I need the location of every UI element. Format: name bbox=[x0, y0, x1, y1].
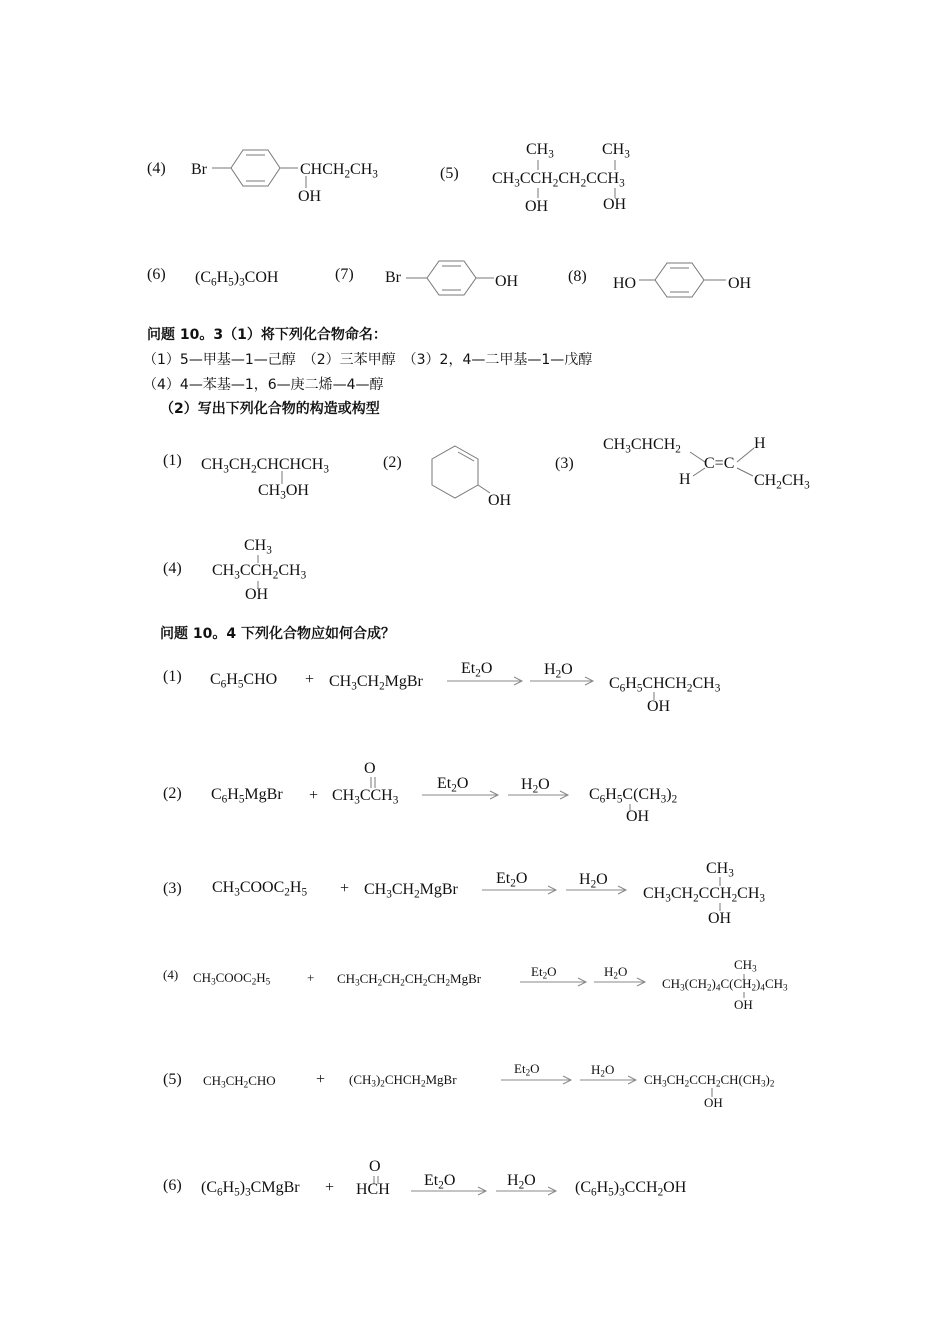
carbonyl-oxygen: O bbox=[369, 1158, 381, 1175]
answer-line: （4）4—苯基—1，6—庚二烯—4—醇 bbox=[143, 377, 384, 393]
item-number: (1) bbox=[163, 668, 182, 685]
product: $(C_6H_5)_3CCH_2OH$ bbox=[575, 1179, 687, 1199]
methyl-label: $CH_3$ bbox=[244, 537, 272, 557]
formula: $(C_6H_5)_3COH$ bbox=[195, 269, 279, 289]
product: $CH_3(CH_2)_4C(CH_2)_4CH_3$ bbox=[662, 976, 788, 993]
side-chain: $CHCH_2CH_3$ bbox=[300, 161, 378, 181]
item-number: (4) bbox=[147, 160, 166, 177]
reactant: $(C_6H_5)_3CMgBr$ bbox=[201, 1179, 300, 1199]
item-number: (5) bbox=[440, 165, 459, 182]
condition: $Et_2O$ bbox=[424, 1172, 456, 1192]
product: $CH_3CH_2CCH_2CH(CH_3)_2$ bbox=[644, 1072, 775, 1089]
plus-sign: + bbox=[325, 1179, 335, 1196]
main-chain: $CH_3CCH_2CH_3$ bbox=[212, 562, 307, 582]
benzene-ring-8 bbox=[639, 263, 726, 297]
hydrogen-label: H bbox=[679, 471, 691, 488]
main-chain: $CH_3CCH_2CH_2CCH_3$ bbox=[492, 170, 625, 190]
plus-sign: + bbox=[316, 1071, 326, 1088]
condition: $Et_2O$ bbox=[514, 1061, 540, 1078]
condition: $Et_2O$ bbox=[437, 775, 469, 795]
bromo-label: Br bbox=[385, 269, 401, 286]
condition: $H_2O$ bbox=[521, 776, 550, 796]
reagent: $CH_3CH_2CH_2CH_2CH_2MgBr$ bbox=[337, 971, 482, 988]
condition: $Et_2O$ bbox=[531, 964, 557, 981]
product: $CH_3CH_2CCH_2CH_3$ bbox=[643, 885, 765, 905]
plus-sign: + bbox=[305, 671, 315, 688]
condition: $Et_2O$ bbox=[461, 660, 493, 680]
reagent: $CH_3CCH_3$ bbox=[332, 787, 399, 807]
item-number: (3) bbox=[163, 880, 182, 897]
condition: $H_2O$ bbox=[544, 661, 573, 681]
methyl-label: $CH_3$ bbox=[706, 860, 734, 880]
methyl-label: $CH_3$ bbox=[602, 141, 630, 161]
plus-sign: + bbox=[307, 970, 315, 985]
condition: $H_2O$ bbox=[604, 964, 628, 981]
item-number: (4) bbox=[163, 967, 179, 982]
reactant: $C_6H_5MgBr$ bbox=[211, 786, 283, 806]
hydroxyl-label: OH bbox=[603, 196, 627, 213]
substituent: $CH_3OH$ bbox=[258, 482, 309, 502]
hydroxyl-label: OH bbox=[708, 910, 732, 927]
condition: $H_2O$ bbox=[507, 1172, 536, 1192]
methyl-label: $CH_3$ bbox=[526, 141, 554, 161]
reaction-arrows bbox=[411, 677, 645, 1195]
reagent: $CH_3CH_2MgBr$ bbox=[364, 881, 458, 901]
item-number: (6) bbox=[147, 266, 166, 283]
hydroxyl-label: OH bbox=[647, 698, 671, 715]
item-number: (7) bbox=[335, 266, 354, 283]
hydrogen-label: H bbox=[754, 435, 766, 452]
reagent: HCH bbox=[356, 1181, 390, 1198]
item-number: (6) bbox=[163, 1177, 182, 1194]
hydroxyl-label: OH bbox=[488, 492, 512, 509]
main-chain: $CH_3CH_2CHCHCH_3$ bbox=[201, 456, 329, 476]
item-number: (8) bbox=[568, 268, 587, 285]
hydroxyl-label: OH bbox=[704, 1095, 723, 1110]
plus-sign: + bbox=[340, 880, 350, 897]
benzene-ring-4 bbox=[212, 150, 306, 188]
reagent: $(CH_3)_2CHCH_2MgBr$ bbox=[349, 1072, 457, 1089]
condition: $Et_2O$ bbox=[496, 870, 528, 890]
carbonyl-oxygen: O bbox=[364, 760, 376, 777]
item-number: (2) bbox=[163, 785, 182, 802]
hydroxyl-label: OH bbox=[728, 275, 752, 292]
hydroxyl-label: HO bbox=[613, 275, 637, 292]
item-number: (1) bbox=[163, 452, 182, 469]
hydroxyl-label: OH bbox=[525, 198, 549, 215]
double-bond: C=C bbox=[704, 455, 735, 472]
substituent: $CH_3CHCH_2$ bbox=[603, 436, 681, 456]
bromo-label: Br bbox=[191, 161, 207, 178]
item-number: (2) bbox=[383, 454, 402, 471]
hydroxyl-label: OH bbox=[734, 997, 753, 1012]
question-title: 问题 10。4 下列化合物应如何合成？ bbox=[160, 626, 395, 642]
product: $C_6H_5CHCH_2CH_3$ bbox=[609, 675, 721, 695]
hydroxyl-label: OH bbox=[495, 273, 519, 290]
reactant: $CH_3COOC_2H_5$ bbox=[193, 970, 271, 987]
plus-sign: + bbox=[309, 787, 319, 804]
answer-line: （1）5—甲基—1—己醇 （2）三苯甲醇 （3）2，4—二甲基—1—戊醇 bbox=[143, 352, 593, 368]
methyl-label: $CH_3$ bbox=[734, 957, 757, 974]
item-number: (4) bbox=[163, 560, 182, 577]
cyclohexene-ring bbox=[432, 446, 490, 498]
benzene-ring-7 bbox=[406, 261, 494, 295]
sub-question: （2）写出下列化合物的构造或构型 bbox=[160, 401, 380, 417]
substituent: $CH_2CH_3$ bbox=[754, 472, 810, 492]
question-title: 问题 10。3（1）将下列化合物命名： bbox=[147, 327, 387, 343]
hydroxyl-label: OH bbox=[626, 808, 650, 825]
product: $C_6H_5C(CH_3)_2$ bbox=[589, 786, 678, 806]
hydroxyl-label: OH bbox=[245, 586, 269, 603]
reactant: $CH_3CH_2CHO$ bbox=[203, 1073, 276, 1090]
reactant: $C_6H_5CHO$ bbox=[210, 671, 278, 691]
condition: $H_2O$ bbox=[591, 1062, 615, 1079]
reactant: $CH_3COOC_2H_5$ bbox=[212, 879, 308, 899]
hydroxyl-label: OH bbox=[298, 188, 322, 205]
condition: $H_2O$ bbox=[579, 871, 608, 891]
item-number: (3) bbox=[555, 455, 574, 472]
reagent: $CH_3CH_2MgBr$ bbox=[329, 673, 423, 693]
item-number: (5) bbox=[163, 1071, 182, 1088]
